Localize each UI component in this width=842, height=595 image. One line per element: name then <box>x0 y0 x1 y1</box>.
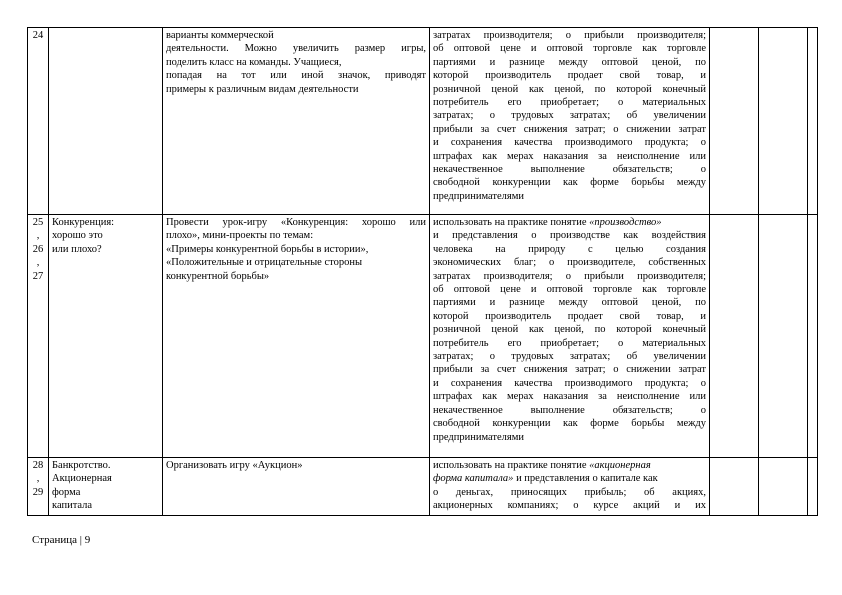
lesson-number: 24 <box>32 30 44 41</box>
activity-line: «Положительные и отрицательные стороны <box>166 257 363 269</box>
activity-line: варианты коммерческой <box>166 30 274 41</box>
activity-line: деятельности. Можно увеличить размер игры, <box>166 43 426 55</box>
results-line: об оптовой цене и оптовой торговле как торговле <box>433 43 706 55</box>
results-cell <box>430 215 710 458</box>
results-line: штрафах как мерах наказания за неисполнение или <box>433 150 706 162</box>
results-line: использовать на практике понятие «производство» <box>433 217 662 228</box>
topic-cell <box>49 28 163 215</box>
topic-line: Банкротство. <box>52 460 111 471</box>
results-line: и сохранения качества производимого продукта; о <box>433 137 706 149</box>
lesson-number: , <box>36 257 40 269</box>
activity-cell <box>163 458 430 516</box>
term-joint-stock-cont: форма капитала» <box>433 473 514 485</box>
results-line: розничной ценой как ценой, по которой конечный <box>433 324 706 336</box>
empty-cell <box>759 215 808 458</box>
activity-line: примеры к различным видам деятельности <box>166 83 359 95</box>
lesson-number: 26 <box>32 243 44 255</box>
lesson-number: , <box>36 230 40 242</box>
activity-line: «Примеры конкурентной борьбы в истории», <box>166 243 369 255</box>
topic-line: капитала <box>52 500 93 512</box>
results-line: и сохранения качества производимого продукта; о <box>433 377 706 389</box>
activity-line: плохо», мини-проекты по темам: <box>166 230 314 242</box>
activity-line: поделить класс на команды. Учащиеся, <box>166 56 342 68</box>
table-row <box>28 215 818 458</box>
lesson-number-cell <box>28 215 49 458</box>
empty-cell <box>808 28 818 215</box>
lesson-number: 29 <box>32 486 44 498</box>
results-line: форма капитала» и представления о капитале как <box>433 473 658 485</box>
results-line: и представления о производстве как воздействия <box>433 230 706 242</box>
empty-cell <box>808 215 818 458</box>
topic-line: Конкуренция: <box>52 217 115 228</box>
page-footer: Страница | 9 <box>32 534 91 546</box>
results-line: прибыли за счет снижения затрат; о снижении затрат <box>433 123 706 135</box>
results-line: предпринимателями <box>433 190 525 202</box>
results-line: затратах производителя; о прибыли производителя; <box>433 270 706 282</box>
results-line: о деньгах, приносящих прибыль; об акциях, <box>433 486 706 498</box>
results-line: партиями и разнице между оптовой ценой, по <box>433 297 706 309</box>
lesson-number: 25 <box>32 217 44 228</box>
results-line: некачественное выполнение обязательств; о <box>433 404 706 416</box>
results-line: розничной ценой как ценой, по которой конечный <box>433 83 706 95</box>
activity-line: Организовать игру «Аукцион» <box>166 460 303 471</box>
lesson-number: 27 <box>32 270 44 282</box>
results-line: которой производитель продает свой товар, и <box>433 310 706 322</box>
empty-cell <box>759 458 808 516</box>
empty-cell <box>808 458 818 516</box>
topic-cell <box>49 458 163 516</box>
term-production: «производство» <box>589 217 662 228</box>
table-row <box>28 28 818 215</box>
results-line: штрафах как мерах наказания за неисполнение или <box>433 391 706 403</box>
results-line: экономических благ; о производителе, собственных <box>433 257 706 269</box>
lesson-number: 28 <box>32 460 44 471</box>
topic-cell <box>49 215 163 458</box>
results-line: потребитель его приобретает; о материальных <box>433 337 706 349</box>
topic-line: хорошо это <box>52 230 103 242</box>
results-line: об оптовой цене и оптовой торговле как торговле <box>433 284 706 296</box>
empty-cell <box>710 458 759 516</box>
results-line: затратах; о трудовых затратах; об увеличении <box>433 110 706 122</box>
activity-line: конкурентной борьбы» <box>166 270 270 282</box>
topic-line: Акционерная <box>52 473 112 485</box>
results-line: прибыли за счет снижения затрат; о снижении затрат <box>433 364 706 376</box>
results-line: свободной конкуренции как форме борьбы между <box>433 418 706 430</box>
empty-cell <box>710 28 759 215</box>
results-line: акционерных компаниях; о курсе акций и их <box>433 500 706 512</box>
topic-line: или плохо? <box>52 243 102 255</box>
activity-line: Провести урок-игру «Конкуренция: хорошо или <box>166 217 426 228</box>
results-line: использовать на практике понятие «акционерная <box>433 460 651 471</box>
lesson-number-cell <box>28 458 49 516</box>
lesson-number: , <box>36 473 40 485</box>
activity-line: попадая на тот или иной значок, приводят <box>166 70 426 82</box>
results-line: партиями и разнице между оптовой ценой, по <box>433 56 706 68</box>
table-row <box>28 458 818 516</box>
results-line: затратах производителя; о прибыли производителя; <box>433 30 706 41</box>
empty-cell <box>710 215 759 458</box>
results-line: затратах; о трудовых затратах; об увеличении <box>433 351 706 363</box>
results-line: некачественное выполнение обязательств; о <box>433 164 706 176</box>
empty-cell <box>759 28 808 215</box>
results-line: человека на природу с целью создания <box>433 243 706 255</box>
results-line: которой производитель продает свой товар, и <box>433 70 706 82</box>
lesson-plan-table <box>27 27 818 516</box>
term-joint-stock: «акционерная <box>589 460 651 471</box>
activity-cell <box>163 215 430 458</box>
lesson-number-cell <box>28 28 49 215</box>
results-cell <box>430 28 710 215</box>
topic-line: форма <box>52 486 81 498</box>
results-line: потребитель его приобретает; о материальных <box>433 97 706 109</box>
results-line: предпринимателями <box>433 431 525 443</box>
results-cell <box>430 458 710 516</box>
results-line: свободной конкуренции как форме борьбы между <box>433 177 706 189</box>
activity-cell <box>163 28 430 215</box>
